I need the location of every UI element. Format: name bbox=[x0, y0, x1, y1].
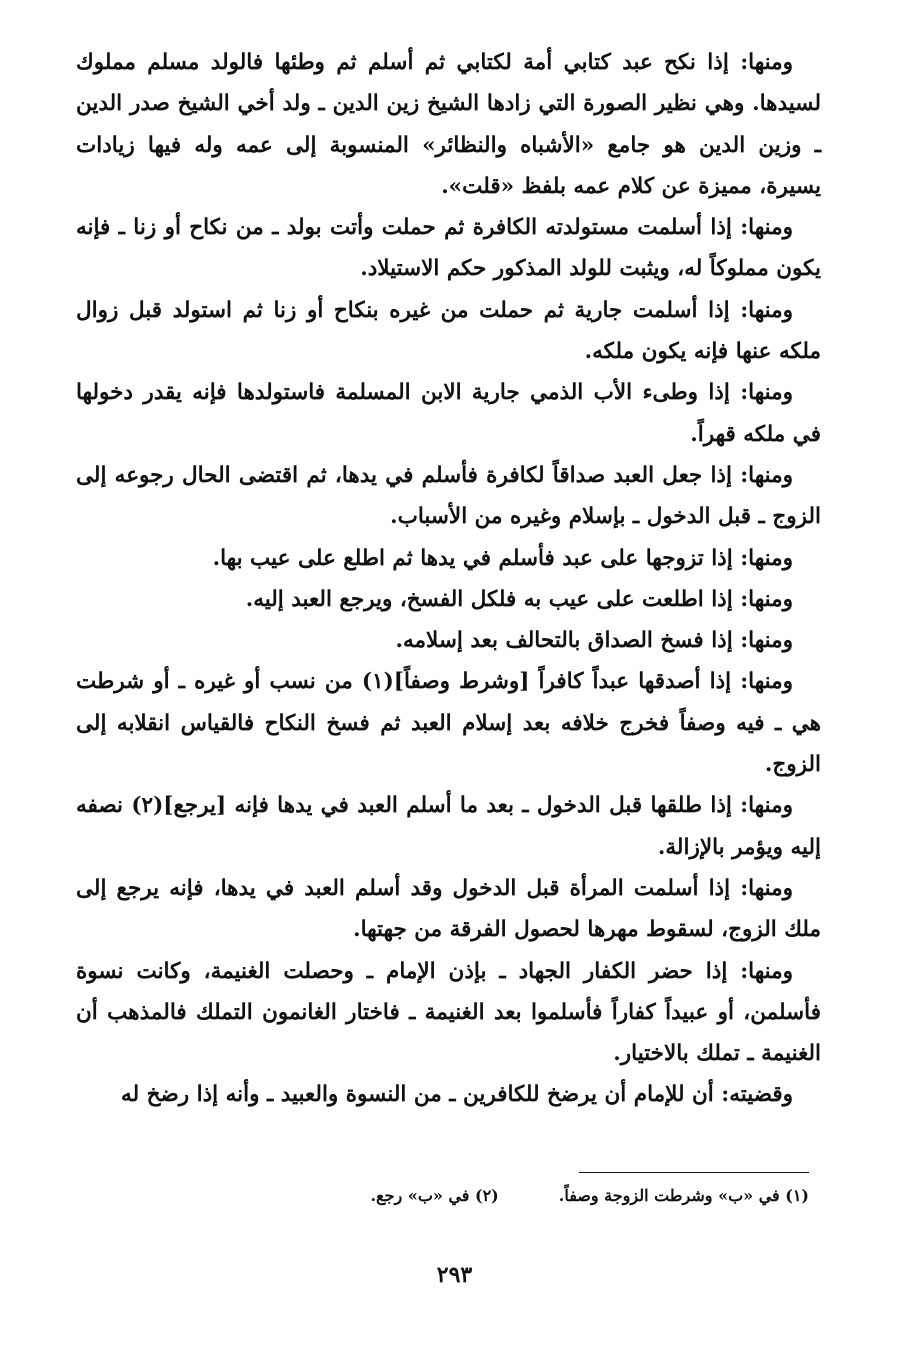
page-number: ٢٩٣ bbox=[436, 1262, 473, 1288]
footnote-divider bbox=[579, 1172, 809, 1173]
footnote-1: (١) في «ب» وشرطت الزوجة وصفاً. bbox=[558, 1186, 809, 1205]
paragraph-12: ومنها: إذا حضر الكفار الجهاد ـ بإذن الإمام ـ وحصلت الغنيمة، وكانت نسوة فأسلمن، أو عبيداً كفاراً فأسلموا بعد الغنيمة ـ فاختار الغانمون التملك فالمذهب أن الغنيمة ـ تملك بالاختيار. bbox=[76, 958, 821, 1067]
paragraph-7: ومنها: إذا اطلعت على عيب به فلكل الفسخ، ويرجع العبد إليه. bbox=[245, 586, 793, 612]
body-text bbox=[76, 42, 821, 1116]
paragraph-10: ومنها: إذا طلقها قبل الدخول ـ بعد ما أسلم العبد في يدها فإنه [يرجع](٢) نصفه إليه ويؤمر بالإزالة. bbox=[76, 793, 821, 860]
footnotes bbox=[371, 1186, 809, 1205]
paragraph-8: ومنها: إذا فسخ الصداق بالتحالف بعد إسلامه. bbox=[395, 628, 793, 654]
paragraph-3: ومنها: إذا أسلمت جارية ثم حملت من غيره بنكاح أو زنا ثم استولد قبل زوال ملكه عنها فإنه يكون ملكه. bbox=[76, 297, 821, 365]
paragraph-1: ومنها: إذا نكح عبد كتابي أمة لكتابي ثم أسلم ثم وطئها فالولد مسلم مملوك لسيدها. وهي نظير الصورة التي زادها الشيخ زين الدين ـ ولد أخي الشيخ صدر الدين ـ وزين الدين هو جامع «الأشباه والنظائر» المنسوبة إلى عمه وله فيها زيادات يسيرة، مميزة عن كلام عمه بلفظ «قلت». bbox=[76, 50, 821, 199]
paragraph-4: ومنها: إذا وطىء الأب الذمي جارية الابن المسلمة فاستولدها فإنه يقدر دخولها في ملكه قهراً. bbox=[76, 380, 821, 447]
paragraph-13: وقضيته: أن للإمام أن يرضخ للكافرين ـ من النسوة والعبيد ـ وأنه إذا رضخ له bbox=[121, 1082, 793, 1108]
paragraph-5: ومنها: إذا جعل العبد صداقاً لكافرة فأسلم في يدها، ثم اقتضى الحال رجوعه إلى الزوج ـ قبل الدخول ـ بإسلام وغيره من الأسباب. bbox=[76, 462, 821, 530]
footnote-2: (٢) في «ب» رجع. bbox=[370, 1186, 499, 1205]
paragraph-6: ومنها: إذا تزوجها على عبد فأسلم في يدها ثم اطلع على عيب بها. bbox=[212, 545, 793, 571]
paragraph-11: ومنها: إذا أسلمت المرأة قبل الدخول وقد أسلم العبد في يدها، فإنه يرجع إلى ملك الزوج، لسقوط مهرها لحصول الفرقة من جهتها. bbox=[76, 875, 821, 943]
paragraph-2: ومنها: إذا أسلمت مستولدته الكافرة ثم حملت وأتت بولد ـ من نكاح أو زنا ـ فإنه يكون مملوكاً له، ويثبت للولد المذكور حكم الاستيلاد. bbox=[76, 215, 821, 282]
paragraph-9: ومنها: إذا أصدقها عبداً كافراً [وشرط وصفاً](١) من نسب أو غيره ـ أو شرطت هي ـ فيه وصفاً فخرج خلافه بعد إسلام العبد ثم فسخ النكاح فالقياس انقلابه إلى الزوج. bbox=[76, 669, 821, 778]
